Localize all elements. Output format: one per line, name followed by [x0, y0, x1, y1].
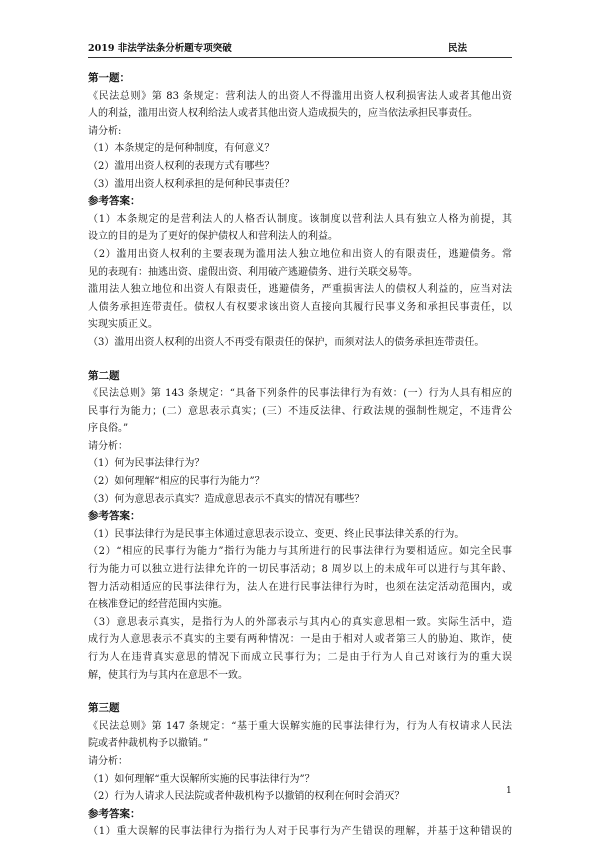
text-line: （1）如何理解“重大误解所实施的民事法律行为”？	[88, 773, 315, 785]
text-line: （1）重大误解的民事法律行为指行为人对于民事行为产生错误的理解，并基于这种错误的	[88, 826, 512, 838]
section-gap	[88, 352, 512, 368]
text-line: 行为人在违背真实意思的情况下而成立民事行为；二是由于行为人自己对该行为的重大误	[88, 652, 512, 663]
text-line: （2）如何理解“相应的民事行为能力”？	[88, 476, 265, 488]
text-line: （3）滥用出资人权利承担的是何种民事责任？	[88, 178, 295, 190]
text-line: （2）滥用出资人权利的表现方式有哪些？	[88, 160, 275, 172]
text-line: 请分析：	[88, 755, 128, 767]
page-number: 1	[506, 786, 512, 796]
text-line: （2）“相应的民事行为能力”指行为能力与其所进行的民事法律行为要相适应。如完全民事	[88, 546, 512, 558]
section-gap	[88, 684, 512, 700]
text-line: 智力活动相适应的民事法律行为，法人在进行民事法律行为时，也须在法定活动范围内，或	[88, 581, 512, 593]
text-line: 设立的目的是为了更好的保护债权人和营利法人的利益。	[88, 231, 338, 243]
text-line: 民事行为能力；(二）意思表示真实；(三）不违反法律、行政法规的强制性规定，不违背公	[88, 405, 512, 417]
text-line: （1）何为民事法律行为？	[88, 458, 205, 470]
text-line: 请分析:	[88, 125, 122, 137]
text-line: 人债务承担连带责任。债权人有权要求该出资人直接向其履行民事义务和承担民事责任，以	[88, 301, 512, 313]
header-title: 2019 非法学法条分析题专项突破	[88, 43, 232, 54]
answer-heading: 参考答案：	[88, 807, 141, 820]
text-line: （3）何为意思表示真实？造成意思表示不真实的情况有哪些？	[88, 493, 365, 505]
text-line: 成行为人意思表示不真实的主要有两种情况：一是由于相对人或者第三人的胁迫、欺诈，使	[88, 634, 512, 646]
answer-heading: 参考答案：	[88, 195, 141, 208]
text-line: （3）滥用出资人权利的出资人不再受有限责任的保护，而须对法人的债务承担连带责任。	[88, 336, 485, 348]
text-line: 行为能力可以独立进行法律允许的一切民事活动；8 周岁以上的未成年可以进行与其年龄、	[88, 564, 512, 576]
document-body	[88, 70, 512, 841]
header-subject: 民法	[448, 43, 468, 54]
text-line: 《民法总则》第 143 条规定：“具备下列条件的民事法律行为有效：(一）行为人具有相应的	[88, 388, 512, 400]
text-line: 序良俗。”	[88, 423, 129, 435]
text-line: 滥用法人独立地位和出资人有限责任，逃避债务，严重损害法人的债权人利益的，应当对法	[88, 284, 512, 296]
text-line: 人的利益，滥用出资人权利给法人或者其他出资人造成损失的，应当依法承担民事责任。	[88, 108, 478, 120]
text-line: 见的表现有：抽逃出资、虚假出资、利用破产逃避债务、进行关联交易等。	[88, 266, 418, 278]
section-title: 第一题：	[88, 72, 130, 84]
section-title: 第二题	[88, 369, 120, 382]
text-line: （3）意思表示真实，是指行为人的外部表示与其内心的真实意思相一致。实际生活中，造	[88, 616, 512, 628]
text-line: 《民法总则》第 147 条规定：“基于重大误解实施的民事法律行为，行为人有权请求人民法	[88, 720, 512, 732]
text-line: （1）本条规定的是何种制度，有何意义？	[88, 143, 275, 155]
text-line: 解，使其行为与其内在意思不一致。	[88, 669, 248, 681]
section-title: 第三题	[88, 702, 120, 715]
text-line: 在核准登记的经营范围内实施。	[88, 599, 228, 611]
text-line: 院或者仲裁机构予以撤销。”	[88, 738, 209, 750]
text-line: （1）民事法律行为是民事主体通过意思表示设立、变更、终止民事法律关系的行为。	[88, 528, 465, 540]
text-line: 实现实质正义。	[88, 319, 158, 331]
answer-heading: 参考答案：	[88, 510, 141, 523]
text-line: 《民法总则》第 83 条规定：营利法人的出资人不得滥用出资人权利损害法人或者其他出资	[88, 90, 512, 102]
header-rule	[88, 57, 512, 58]
text-line: （2）行为人请求人民法院或者仲裁机构予以撤销的权利在何时会消灭？	[88, 791, 405, 803]
text-line: （1）本条规定的是营利法人的人格否认制度。该制度以营利法人具有独立人格为前提，其	[88, 213, 512, 225]
text-line: （2）滥用出资人权利的主要表现为滥用法人独立地位和出资人的有限责任，逃避债务。常	[88, 248, 512, 260]
page-header	[88, 40, 512, 54]
text-line: 请分析：	[88, 440, 128, 452]
